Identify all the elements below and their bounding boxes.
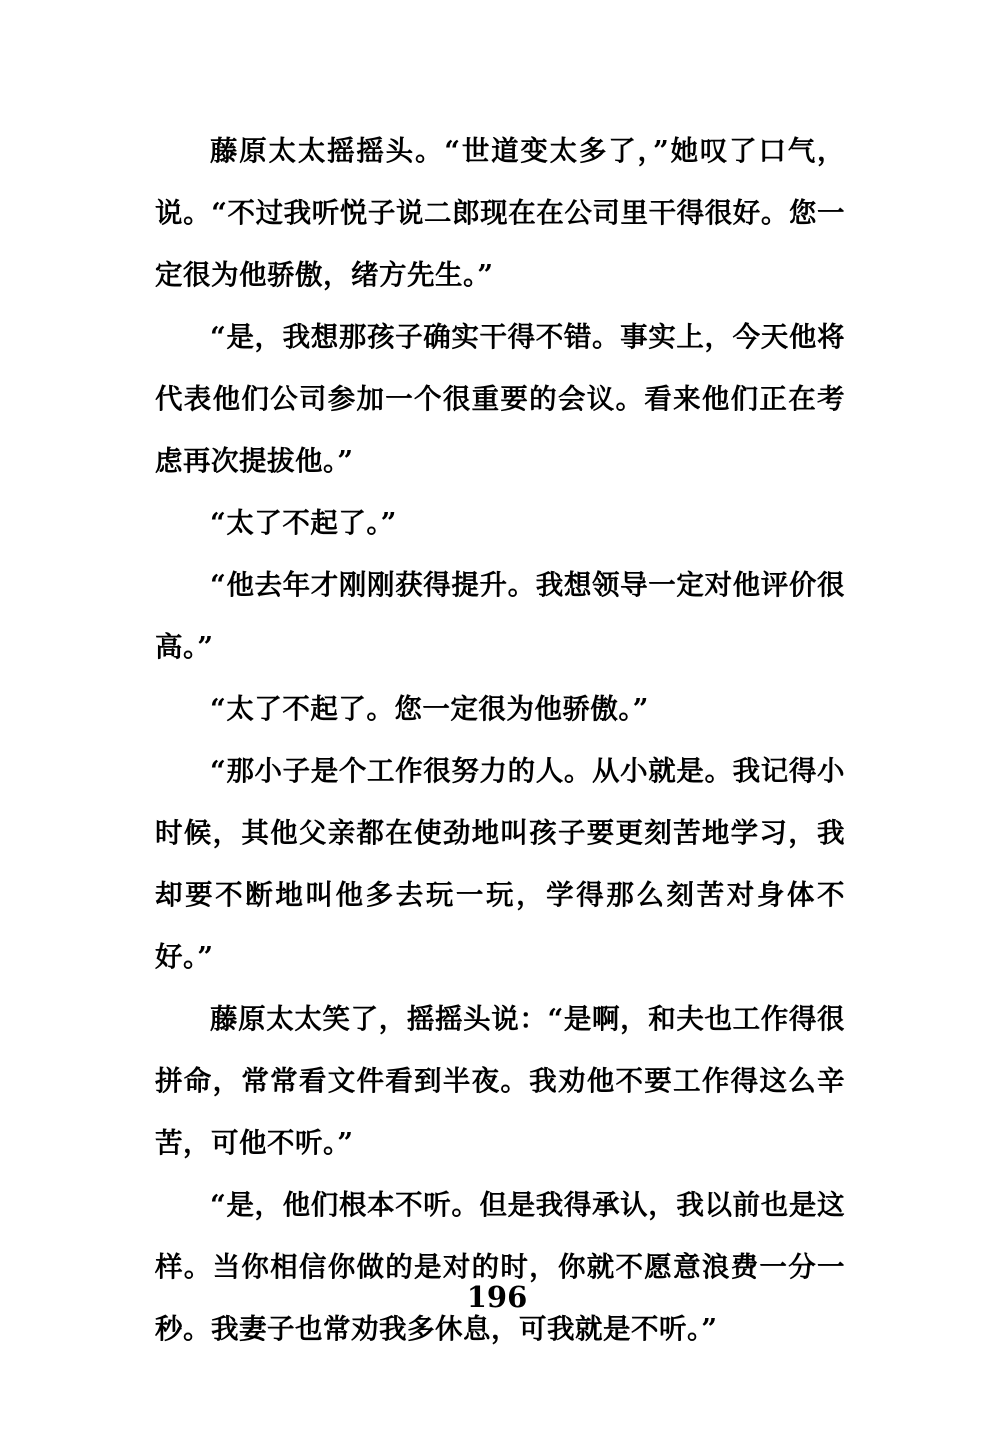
page-body-text — [155, 120, 845, 1360]
paragraph: “太了不起了。您一定很为他骄傲。” — [210, 693, 649, 725]
page-number: 196 — [466, 1280, 528, 1314]
paragraph: “太了不起了。” — [210, 507, 397, 539]
paragraph: “那小子是个工作很努力的人。从小就是。我记得小时候，其他父亲都在使劲地叫孩子要更刻苦地学习，我却要不断地叫他多去玩一玩，学得那么刻苦对身体不好。” — [155, 755, 845, 973]
paragraph: 藤原太太笑了，摇摇头说：“是啊，和夫也工作得很拼命，常常看文件看到半夜。我劝他不要工作得这么辛苦，可他不听。” — [155, 1003, 845, 1159]
paragraph: “是，我想那孩子确实干得不错。事实上，今天他将代表他们公司参加一个很重要的会议。看来他们正在考虑再次提拔他。” — [155, 321, 845, 477]
paragraph: “他去年才刚刚获得提升。我想领导一定对他评价很高。” — [155, 569, 845, 663]
paragraph: 藤原太太摇摇头。“世道变太多了，”她叹了口气，说。“不过我听悦子说二郎现在在公司里干得很好。您一定很为他骄傲，绪方先生。” — [155, 135, 845, 291]
paragraph: “是，他们根本不听。但是我得承认，我以前也是这样。当你相信你做的是对的时，你就不愿意浪费一分一秒。我妻子也常劝我多休息，可我就是不听。” — [155, 1189, 845, 1345]
